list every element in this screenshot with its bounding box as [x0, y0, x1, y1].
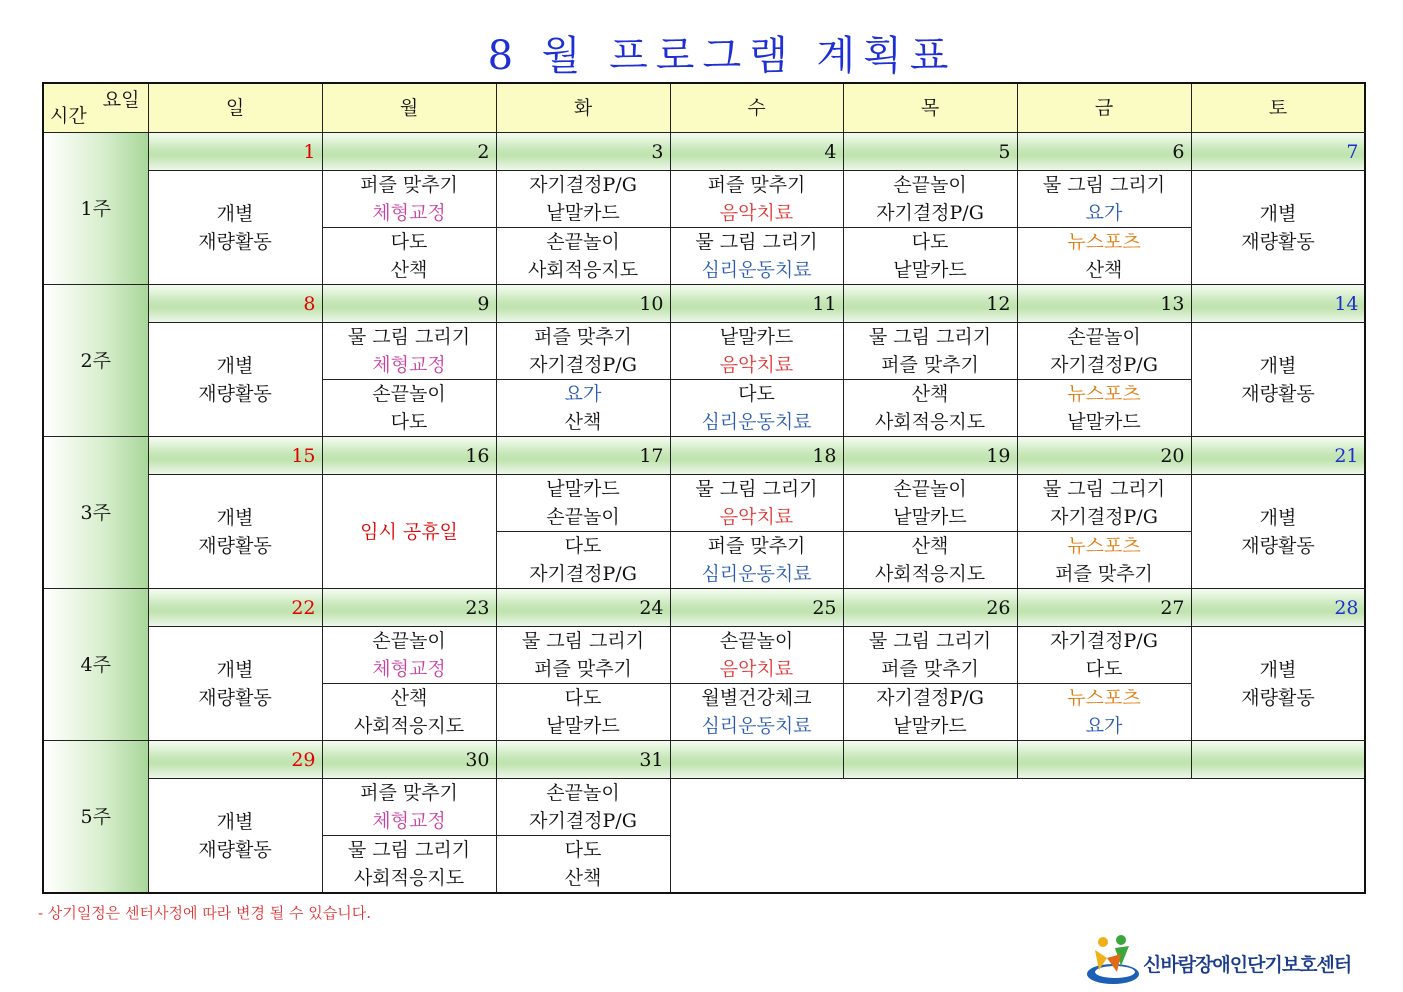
- activity-stack: [1018, 627, 1191, 683]
- date-cell: 30: [322, 741, 496, 779]
- activity-stack: [844, 532, 1017, 588]
- activity-label: 물 그림 그리기: [695, 231, 818, 253]
- activity-cell: [670, 323, 843, 380]
- activity-stack: [1192, 475, 1365, 588]
- activity-cell: [322, 627, 496, 684]
- activity-stack: [844, 627, 1017, 683]
- activity-label: 손끝놀이: [372, 383, 446, 405]
- activity-cell: [843, 475, 1017, 532]
- activity-label: 재량활동: [1241, 686, 1315, 709]
- activity-label: 개별: [216, 202, 254, 225]
- activity-label: 심리운동치료: [701, 563, 812, 585]
- date-cell: 31: [496, 741, 670, 779]
- center-logo: [1085, 932, 1355, 987]
- activity-stack: [149, 171, 322, 284]
- activity-label: 물 그림 그리기: [868, 326, 992, 348]
- activity-stack: [1192, 627, 1365, 740]
- activity-label: 뉴스포츠: [1067, 535, 1141, 557]
- date-row: [43, 133, 1365, 171]
- date-row: [43, 285, 1365, 323]
- activity-label: 자기결정P/G: [1050, 630, 1158, 652]
- activity-stack: [671, 323, 843, 379]
- activity-stack: [323, 228, 496, 284]
- activity-label: 퍼즐 맞추기: [707, 174, 806, 196]
- activity-label: 체형교정: [372, 202, 446, 224]
- activity-label: 자기결정P/G: [529, 174, 637, 196]
- date-cell: 5: [843, 133, 1017, 171]
- day-header-fri: 금: [1017, 83, 1191, 133]
- activity-row-top: [43, 779, 1365, 836]
- activity-stack: [671, 171, 843, 227]
- activity-label: 개별: [216, 810, 254, 833]
- date-cell: 6: [1017, 133, 1191, 171]
- date-cell: 2: [322, 133, 496, 171]
- activity-label: 뉴스포츠: [1067, 687, 1141, 709]
- activity-label: 다도: [564, 839, 602, 861]
- empty-cell: [670, 779, 1365, 894]
- activity-label: 퍼즐 맞추기: [707, 535, 806, 557]
- activity-label: 다도: [1085, 658, 1123, 680]
- week-label: 5주: [43, 741, 148, 894]
- activity-stack: [497, 323, 670, 379]
- date-cell: 19: [843, 437, 1017, 475]
- activity-label: 다도: [564, 535, 602, 557]
- activity-cell: [1017, 684, 1191, 741]
- activity-label: 퍼즐 맞추기: [534, 326, 632, 348]
- activity-label: 산책: [564, 867, 602, 889]
- activity-label: 체형교정: [372, 658, 446, 680]
- activity-label: 심리운동치료: [701, 259, 812, 281]
- sunday-activity: [148, 475, 322, 589]
- activity-stack: [497, 684, 670, 740]
- activity-label: 다도: [911, 231, 949, 253]
- activity-label: 산책: [564, 411, 602, 433]
- activity-cell: [322, 171, 496, 228]
- activity-label: 개별: [216, 658, 254, 681]
- activity-label: 물 그림 그리기: [1042, 478, 1166, 500]
- activity-stack: [1192, 323, 1365, 436]
- activity-stack: [671, 475, 843, 531]
- activity-label: 체형교정: [372, 810, 446, 832]
- activity-label: 음악치료: [719, 202, 794, 224]
- activity-label: 뉴스포츠: [1067, 383, 1141, 405]
- activity-label: 낱말카드: [546, 715, 620, 737]
- day-header-thu: 목: [843, 83, 1017, 133]
- holiday-cell: 임시 공휴일: [322, 475, 496, 589]
- date-cell: 26: [843, 589, 1017, 627]
- activity-label: 다도: [564, 687, 602, 709]
- date-cell: [670, 741, 843, 779]
- activity-cell: [496, 475, 670, 532]
- activity-label: 퍼즐 맞추기: [881, 354, 979, 376]
- activity-label: 물 그림 그리기: [695, 478, 818, 500]
- activity-stack: [844, 323, 1017, 379]
- activity-stack: [149, 627, 322, 740]
- date-cell: 18: [670, 437, 843, 475]
- footnote: - 상기일정은 센터사정에 따라 변경 될 수 있습니다.: [38, 904, 372, 922]
- activity-label: 자기결정P/G: [529, 354, 637, 376]
- activity-label: 사회적응지도: [353, 715, 465, 737]
- activity-label: 산책: [911, 383, 949, 405]
- activity-label: 음악치료: [719, 506, 794, 528]
- activity-cell: [670, 627, 843, 684]
- activity-cell: [322, 323, 496, 380]
- activity-stack: [1192, 171, 1365, 284]
- activity-label: 심리운동치료: [701, 411, 812, 433]
- activity-cell: [322, 228, 496, 285]
- activity-stack: [844, 171, 1017, 227]
- activity-cell: [843, 323, 1017, 380]
- activity-stack: [497, 836, 670, 892]
- activity-label: 산책: [390, 687, 428, 709]
- date-cell: [843, 741, 1017, 779]
- activity-label: 물 그림 그리기: [347, 839, 471, 861]
- activity-cell: [843, 380, 1017, 437]
- date-cell: 21: [1191, 437, 1365, 475]
- activity-label: 다도: [390, 411, 428, 433]
- activity-label: 재량활동: [198, 838, 272, 861]
- activity-stack: [497, 532, 670, 588]
- activity-stack: [323, 627, 496, 683]
- date-cell: 23: [322, 589, 496, 627]
- activity-label: 사회적응지도: [353, 867, 465, 889]
- activity-label: 자기결정P/G: [529, 563, 637, 585]
- activity-label: 재량활동: [198, 382, 272, 405]
- activity-label: 퍼즐 맞추기: [881, 658, 979, 680]
- activity-stack: [671, 627, 843, 683]
- activity-label: 요가: [1085, 202, 1123, 224]
- activity-label: 개별: [1259, 658, 1297, 681]
- day-header-tue: 화: [496, 83, 670, 133]
- activity-cell: [496, 171, 670, 228]
- date-row: [43, 741, 1365, 779]
- activity-label: 개별: [216, 506, 254, 529]
- activity-label: 산책: [390, 259, 428, 281]
- activity-cell: [670, 380, 843, 437]
- activity-stack: [323, 323, 496, 379]
- activity-stack: [1018, 380, 1191, 436]
- activity-cell: [670, 532, 843, 589]
- activity-cell: [670, 684, 843, 741]
- page-title: 8 월 프로그램 계획표: [480, 32, 964, 84]
- activity-cell: [496, 836, 670, 894]
- activity-stack: [671, 684, 843, 740]
- activity-label: 산책: [911, 535, 949, 557]
- activity-label: 심리운동치료: [701, 715, 812, 737]
- sunday-activity: [148, 627, 322, 741]
- activity-label: 손끝놀이: [719, 630, 794, 652]
- logo-figure-icon: [1085, 932, 1143, 990]
- activity-label: 재량활동: [198, 534, 272, 557]
- logo-text: 신바람장애인단기보호센터: [1143, 954, 1352, 976]
- activity-label: 낱말카드: [546, 202, 620, 224]
- activity-cell: [1017, 228, 1191, 285]
- date-row: [43, 589, 1365, 627]
- activity-label: 개별: [1259, 354, 1297, 377]
- day-header-row: [43, 83, 1365, 133]
- date-cell: 29: [148, 741, 322, 779]
- activity-label: 손끝놀이: [1067, 326, 1141, 348]
- activity-label: 다도: [738, 383, 775, 405]
- activity-label: 손끝놀이: [893, 478, 967, 500]
- corner-day-label: 요일: [102, 89, 140, 111]
- saturday-activity: [1191, 171, 1365, 285]
- activity-cell: [322, 684, 496, 741]
- activity-label: 손끝놀이: [893, 174, 967, 196]
- day-header-sun: 일: [148, 83, 322, 133]
- saturday-activity: [1191, 627, 1365, 741]
- activity-cell: [1017, 380, 1191, 437]
- activity-stack: [149, 779, 322, 892]
- saturday-activity: [1191, 323, 1365, 437]
- activity-stack: [671, 380, 843, 436]
- activity-cell: [1017, 323, 1191, 380]
- activity-stack: [323, 779, 496, 835]
- activity-label: 낱말카드: [719, 326, 794, 348]
- activity-stack: [497, 228, 670, 284]
- activity-cell: [496, 627, 670, 684]
- date-cell: 15: [148, 437, 322, 475]
- date-cell: 8: [148, 285, 322, 323]
- sunday-activity: [148, 171, 322, 285]
- activity-label: 요가: [1085, 715, 1123, 737]
- activity-label: 낱말카드: [893, 506, 967, 528]
- date-cell: 24: [496, 589, 670, 627]
- activity-cell: [496, 779, 670, 836]
- activity-cell: [496, 380, 670, 437]
- date-cell: 1: [148, 133, 322, 171]
- activity-label: 사회적응지도: [874, 411, 986, 433]
- activity-row-top: [43, 627, 1365, 684]
- activity-label: 자기결정P/G: [876, 202, 984, 224]
- activity-stack: [1018, 171, 1191, 227]
- date-cell: [1017, 741, 1191, 779]
- activity-label: 다도: [390, 231, 428, 253]
- activity-stack: [323, 684, 496, 740]
- activity-cell: [670, 171, 843, 228]
- date-cell: 13: [1017, 285, 1191, 323]
- activity-label: 자기결정P/G: [1050, 354, 1158, 376]
- activity-stack: [844, 475, 1017, 531]
- activity-label: 재량활동: [198, 230, 272, 253]
- activity-stack: [1018, 228, 1191, 284]
- date-cell: 20: [1017, 437, 1191, 475]
- activity-cell: [1017, 627, 1191, 684]
- activity-stack: [1018, 323, 1191, 379]
- activity-stack: [844, 380, 1017, 436]
- activity-label: 요가: [564, 383, 602, 405]
- activity-label: 손끝놀이: [546, 506, 620, 528]
- week-label: 1주: [43, 133, 148, 285]
- activity-label: 체형교정: [372, 354, 446, 376]
- sunday-activity: [148, 323, 322, 437]
- activity-label: 재량활동: [1241, 382, 1315, 405]
- activity-label: 낱말카드: [546, 478, 620, 500]
- activity-cell: [670, 475, 843, 532]
- activity-label: 월별건강체크: [701, 687, 812, 709]
- activity-label: 자기결정P/G: [1050, 506, 1158, 528]
- saturday-activity: [1191, 475, 1365, 589]
- week-label: 3주: [43, 437, 148, 589]
- date-cell: 9: [322, 285, 496, 323]
- activity-stack: [323, 171, 496, 227]
- activity-cell: [322, 779, 496, 836]
- activity-label: 퍼즐 맞추기: [360, 782, 458, 804]
- activity-label: 물 그림 그리기: [868, 630, 992, 652]
- activity-stack: [323, 836, 496, 892]
- activity-stack: [497, 171, 670, 227]
- activity-cell: [1017, 171, 1191, 228]
- activity-cell: [496, 323, 670, 380]
- activity-cell: [843, 684, 1017, 741]
- activity-label: 퍼즐 맞추기: [534, 658, 632, 680]
- activity-label: 물 그림 그리기: [1042, 174, 1166, 196]
- activity-cell: [496, 532, 670, 589]
- activity-label: 음악치료: [719, 658, 794, 680]
- activity-label: 재량활동: [198, 686, 272, 709]
- date-cell: 4: [670, 133, 843, 171]
- corner-cell: [43, 83, 148, 133]
- activity-label: 자기결정P/G: [876, 687, 984, 709]
- activity-stack: [844, 684, 1017, 740]
- activity-stack: [671, 228, 843, 284]
- activity-row-top: [43, 475, 1365, 532]
- date-cell: 3: [496, 133, 670, 171]
- activity-label: 음악치료: [719, 354, 794, 376]
- corner-time-label: 시간: [50, 105, 87, 127]
- date-cell: 17: [496, 437, 670, 475]
- date-cell: 28: [1191, 589, 1365, 627]
- activity-cell: [496, 228, 670, 285]
- schedule-table: [42, 82, 1366, 894]
- activity-label: 사회적응지도: [874, 563, 986, 585]
- activity-label: 재량활동: [1241, 230, 1315, 253]
- activity-stack: [323, 380, 496, 436]
- activity-label: 산책: [1085, 259, 1123, 281]
- activity-label: 낱말카드: [893, 259, 967, 281]
- activity-stack: [497, 475, 670, 531]
- activity-row-top: [43, 171, 1365, 228]
- activity-stack: [1018, 684, 1191, 740]
- activity-stack: [149, 323, 322, 436]
- activity-label: 손끝놀이: [546, 782, 620, 804]
- activity-label: 낱말카드: [893, 715, 967, 737]
- activity-cell: [1017, 532, 1191, 589]
- week-label: 4주: [43, 589, 148, 741]
- activity-label: 뉴스포츠: [1067, 231, 1141, 253]
- date-cell: 11: [670, 285, 843, 323]
- activity-stack: [671, 532, 843, 588]
- date-cell: 25: [670, 589, 843, 627]
- activity-cell: [843, 171, 1017, 228]
- date-cell: [1191, 741, 1365, 779]
- sunday-activity: [148, 779, 322, 894]
- activity-label: 퍼즐 맞추기: [360, 174, 458, 196]
- activity-stack: [497, 627, 670, 683]
- activity-cell: [322, 380, 496, 437]
- date-cell: 10: [496, 285, 670, 323]
- activity-label: 물 그림 그리기: [347, 326, 471, 348]
- activity-stack: [1018, 532, 1191, 588]
- date-cell: 7: [1191, 133, 1365, 171]
- date-cell: 12: [843, 285, 1017, 323]
- activity-stack: [149, 475, 322, 588]
- activity-label: 재량활동: [1241, 534, 1315, 557]
- activity-label: 개별: [1259, 202, 1297, 225]
- activity-cell: [843, 228, 1017, 285]
- activity-cell: [496, 684, 670, 741]
- activity-cell: [1017, 475, 1191, 532]
- activity-label: 퍼즐 맞추기: [1055, 563, 1153, 585]
- activity-label: 손끝놀이: [372, 630, 446, 652]
- activity-label: 개별: [216, 354, 254, 377]
- day-header-mon: 월: [322, 83, 496, 133]
- activity-stack: [1018, 475, 1191, 531]
- activity-cell: [843, 532, 1017, 589]
- activity-cell: [670, 228, 843, 285]
- date-cell: 14: [1191, 285, 1365, 323]
- activity-stack: [497, 779, 670, 835]
- day-header-sat: 토: [1191, 83, 1365, 133]
- activity-label: 자기결정P/G: [529, 810, 637, 832]
- date-cell: 22: [148, 589, 322, 627]
- activity-label: 손끝놀이: [546, 231, 620, 253]
- date-row: [43, 437, 1365, 475]
- activity-cell: [843, 627, 1017, 684]
- activity-label: 물 그림 그리기: [521, 630, 645, 652]
- activity-label: 개별: [1259, 506, 1297, 529]
- activity-cell: [322, 836, 496, 894]
- day-header-wed: 수: [670, 83, 843, 133]
- date-cell: 27: [1017, 589, 1191, 627]
- activity-row-top: [43, 323, 1365, 380]
- week-label: 2주: [43, 285, 148, 437]
- activity-stack: [844, 228, 1017, 284]
- activity-label: 낱말카드: [1067, 411, 1141, 433]
- date-cell: 16: [322, 437, 496, 475]
- activity-stack: [497, 380, 670, 436]
- activity-label: 사회적응지도: [527, 259, 639, 281]
